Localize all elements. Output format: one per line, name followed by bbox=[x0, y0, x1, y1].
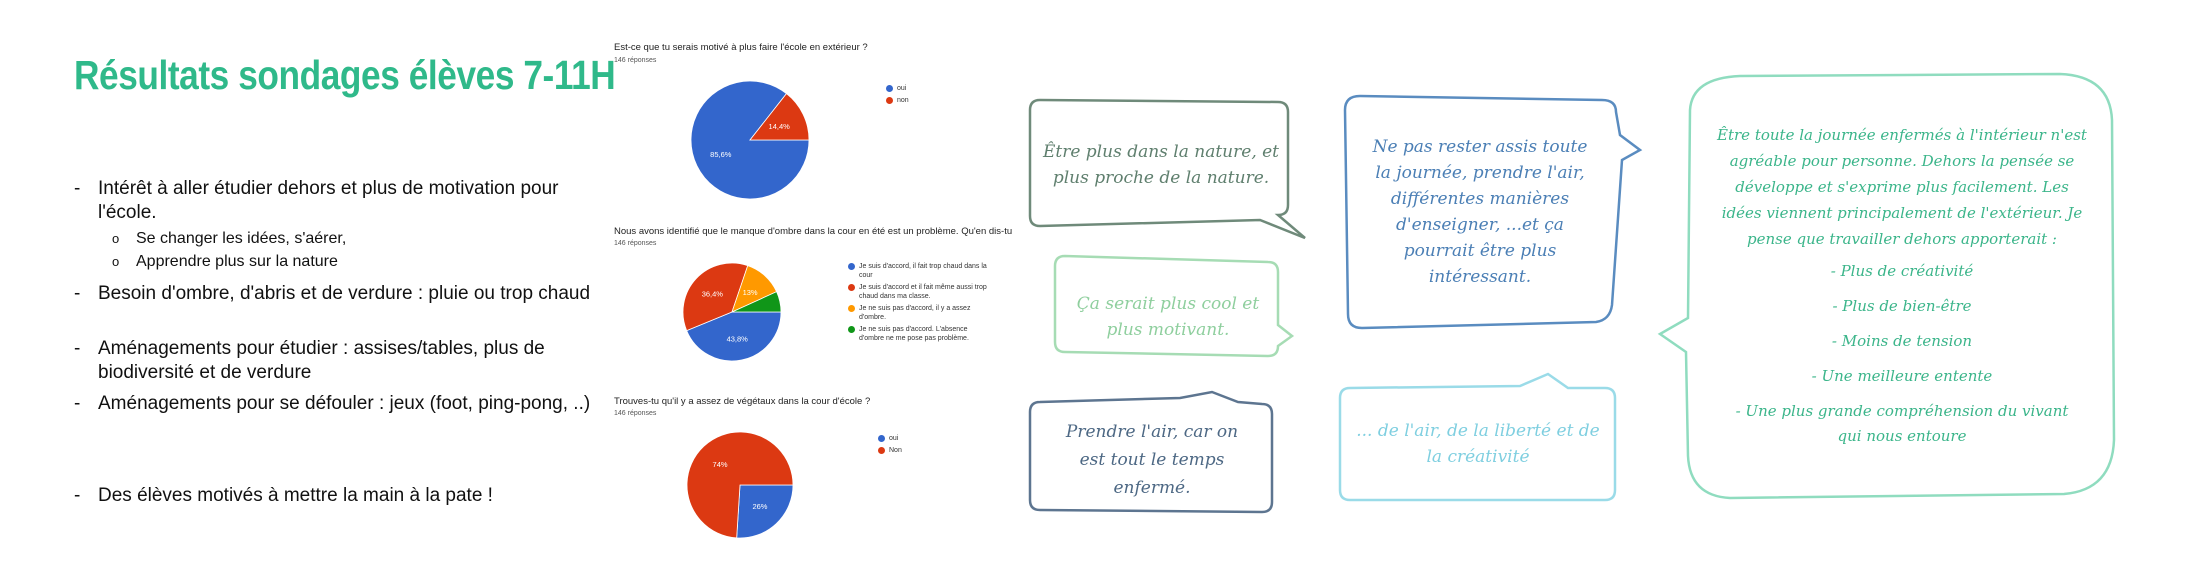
page-title: Résultats sondages élèves 7-11H bbox=[74, 52, 616, 98]
big-quote-line: pense que travailler dehors apporterait : bbox=[1747, 230, 2057, 248]
quote-line: Ça serait plus cool et bbox=[1076, 294, 1260, 314]
pie-slice-label: 74% bbox=[712, 459, 728, 469]
pie-slice-label: 43,8% bbox=[726, 334, 748, 344]
quote-line: pourrait être plus bbox=[1403, 241, 1557, 261]
chart-1-title: Est-ce que tu serais motivé à plus faire l'école en extérieur ? bbox=[614, 42, 868, 53]
pie-slice-label: 85,6% bbox=[710, 150, 732, 160]
pie-slice-label: 13% bbox=[742, 288, 758, 298]
quote-4 bbox=[1352, 134, 1608, 290]
quote-line: plus motivant. bbox=[1106, 320, 1230, 340]
big-quote-item: - Plus de créativité bbox=[1830, 262, 1974, 280]
quote-line: Prendre l'air, car on bbox=[1065, 422, 1239, 442]
big-quote-line: développe et s'exprime plus facilement. Les bbox=[1735, 178, 2069, 196]
quote-line: Être plus dans la nature, et bbox=[1042, 142, 1280, 162]
legend-label: oui bbox=[889, 435, 899, 442]
quote-1 bbox=[1036, 139, 1286, 191]
big-quote-item: - Une meilleure entente bbox=[1811, 367, 1993, 385]
big-quote-item: - Moins de tension bbox=[1831, 332, 1973, 350]
quote-line: la journée, prendre l'air, bbox=[1375, 163, 1585, 183]
pie-slice-label: 36,4% bbox=[701, 289, 723, 299]
legend-label: Je ne suis pas d'accord. L'absence d'ombre ne me pose pas problème. bbox=[859, 326, 969, 342]
legend-label: Je suis d'accord, il fait trop chaud dans la cour bbox=[859, 263, 987, 279]
chart-2-title: Nous avons identifié que le manque d'ombre dans la cour en été est un problème. Qu'en dis-tu bbox=[614, 226, 1013, 237]
chart-1-subtitle: 146 réponses bbox=[614, 57, 657, 64]
big-quote-line: agréable pour personne. Dehors la pensée se bbox=[1729, 152, 2075, 170]
quote-line: enfermé. bbox=[1113, 478, 1191, 498]
pie-slice-label: 14,4% bbox=[768, 121, 790, 131]
legend-label: Non bbox=[889, 447, 902, 454]
quote-line: est tout le temps bbox=[1079, 450, 1225, 470]
pie-slice-label: 26% bbox=[752, 502, 768, 512]
quote-line: Ne pas rester assis toute bbox=[1372, 137, 1588, 157]
big-quote-item: - Plus de bien-être bbox=[1832, 297, 1972, 315]
legend-label: non bbox=[897, 97, 909, 104]
big-quote-line: idées viennent principalement de l'extérieur. Je bbox=[1721, 204, 2083, 222]
chart-3-subtitle: 146 réponses bbox=[614, 410, 657, 417]
quote-line: la créativité bbox=[1426, 447, 1530, 467]
legend-label: Je ne suis pas d'accord, il y a assez d'ombre. bbox=[859, 305, 971, 321]
legend-label: oui bbox=[897, 85, 907, 92]
quote-line: intéressant. bbox=[1428, 267, 1532, 287]
big-quote-item: qui nous entoure bbox=[1837, 427, 1967, 445]
quote-line: ... de l'air, de la liberté et de bbox=[1356, 421, 1600, 441]
big-quote-line: Être toute la journée enfermés à l'intérieur n'est bbox=[1717, 126, 2087, 144]
chart-3-title: Trouves-tu qu'il y a assez de végétaux dans la cour d'école ? bbox=[614, 396, 871, 407]
legend-label: Je suis d'accord et il fait même aussi trop chaud dans ma classe. bbox=[859, 284, 987, 300]
quote-3 bbox=[1036, 418, 1268, 502]
quote-line: plus proche de la nature. bbox=[1052, 168, 1270, 188]
quote-2 bbox=[1058, 291, 1278, 343]
quote-line: d'enseigner, ...et ça bbox=[1396, 215, 1564, 235]
chart-2-subtitle: 146 réponses bbox=[614, 240, 657, 247]
big-quote-item: - Une plus grande compréhension du vivant bbox=[1735, 402, 2069, 420]
quote-5 bbox=[1346, 418, 1610, 470]
quote-line: différentes manières bbox=[1390, 189, 1570, 209]
